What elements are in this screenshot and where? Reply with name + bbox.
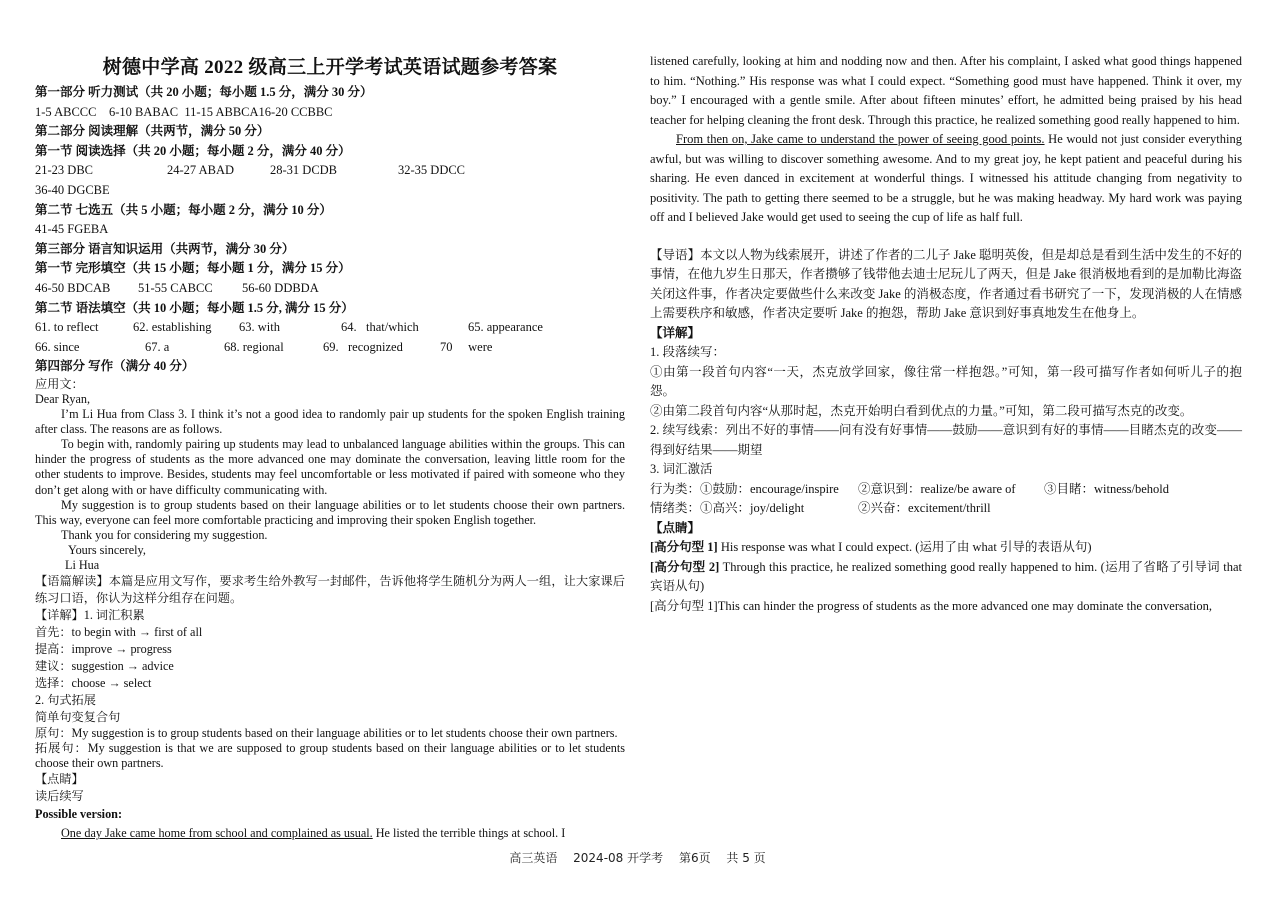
continuation-text	[650, 52, 1242, 228]
detail-label: 【详解】	[650, 325, 701, 340]
part1-heading: 第一部分 听力测试（共 20 小题；每小题 1.5 分，满分 30 分）	[35, 85, 373, 99]
grammar-row-1	[35, 318, 625, 338]
vocab-row	[650, 480, 1242, 500]
vocab-item: 建议：suggestion → advice	[35, 659, 174, 674]
vocab-item: 提高：improve → progress	[35, 642, 172, 657]
part1-answers: 1-5 ABCCC 6-10 BABAC 11-15 ABBCA16-20 CCBBC	[35, 104, 333, 119]
part2-sec1-answers	[35, 161, 625, 181]
story-paragraph	[650, 130, 1242, 228]
writing-label: 应用文：	[35, 376, 84, 391]
step-item: ②由第二段首句内容“从那时起，杰克开始明白看到优点的力量。”可知，第二段可描写杰克的改变。	[650, 403, 1193, 418]
page-title: 树德中学高 2022 级高三上开学考试英语试题参考答案	[102, 57, 558, 78]
grammar-answer: 68. regional	[224, 339, 284, 354]
part4-heading: 第四部分 写作（满分 40 分）	[35, 359, 195, 374]
grammar-answer: 67. a	[145, 339, 170, 354]
letter-signature: Li Hua	[65, 558, 100, 573]
dianjing-label: 【点睛】	[650, 520, 701, 535]
footer-total: 共 5 页	[726, 851, 766, 865]
answer-group: 32-35 DDCC	[398, 163, 466, 178]
clue-line: 2. 续写线索：列出不好的事情——问有没有好事情——鼓励——意识到有好的事情——目睹杰克的改变——得到好结果——期望	[650, 423, 1242, 457]
key-sentence-label: [高分句型 1]	[650, 540, 718, 554]
key-sentence-label: [高分句型 2]	[650, 559, 720, 574]
footer-exam: 2024-08 开学考	[573, 851, 664, 865]
analysis-section	[650, 246, 1242, 617]
key-sentence-text: His response was what I could expect. (运用了由 what 引导的表语从句)	[717, 540, 1092, 554]
step-heading: 1. 段落续写：	[650, 345, 726, 359]
left-column	[35, 0, 625, 843]
dianjing-label: 【点睛】	[35, 772, 84, 787]
writing-section	[35, 377, 625, 844]
part2-sec1-answers-2: 36-40 DGCBE	[35, 182, 110, 197]
detail-heading: 【详解】1. 词汇积累	[35, 608, 145, 623]
underlined-opening: From then on, Jake came to understand the power of seeing good points.	[676, 132, 1045, 146]
grammar-answer: 70 were	[440, 339, 493, 354]
grammar-answer: 64. that/which	[341, 320, 419, 335]
part2-sec2-answers: 41-45 FGEBA	[35, 222, 109, 237]
part3-sec1-heading: 第一节 完形填空（共 15 小题；每小题 1 分，满分 15 分）	[35, 261, 351, 276]
grammar-row-2	[35, 338, 625, 358]
answer-group: 24-27 ABAD	[167, 163, 235, 178]
letter-paragraph: To begin with, randomly pairing up students may lead to unbalanced language abilities within the groups. This can hinder the progress of students as the more advanced one may dominate the conversation, leaving little room for the other students to improve. Besides, students may feel uncomfortable or less motivated if paired with someone who they don’t get along with or have difficulty communicating with.	[35, 437, 625, 497]
part2-sec2-heading: 第二节 七选五（共 5 小题；每小题 2 分，满分 10 分）	[35, 202, 332, 217]
continuation-label: 读后续写	[35, 789, 84, 804]
part3-heading: 第三部分 语言知识运用（共两节，满分 30 分）	[35, 241, 295, 256]
grammar-answer: 65. appearance	[468, 320, 543, 335]
passage-analysis: 【语篇解读】本篇是应用文写作，要求考生给外教写一封邮件，告诉他将学生随机分为两人一组，让大家课后练习口语，你认为这样分组存在问题。	[35, 574, 625, 606]
extended-sentence: 拓展句：My suggestion is that we are supposed to group students based on their language abilities or to let students choose their own partners.	[35, 741, 625, 771]
vocab-row	[650, 499, 1242, 519]
vocab-item: 首先：to begin with → first of all	[35, 625, 203, 640]
page-footer	[0, 849, 1275, 866]
underlined-opening: One day Jake came home from school and complained as usual.	[61, 826, 373, 841]
answer-group: 21-23 DBC	[35, 163, 93, 178]
sentence-heading: 2. 句式拓展	[35, 693, 96, 708]
letter-greeting: Dear Ryan,	[35, 392, 91, 406]
step-heading: 3. 词汇激活	[650, 462, 713, 476]
vocab-item: 情绪类：①高兴：joy/delight	[650, 501, 805, 515]
footer-page: 第6页	[678, 851, 711, 865]
sentence-subheading: 简单句变复合句	[35, 710, 121, 725]
grammar-answer: 61. to reflect	[35, 320, 99, 335]
right-column	[650, 0, 1242, 616]
vocab-item: ②意识到：realize/be aware of	[858, 481, 1016, 496]
letter-closing: Yours sincerely,	[68, 542, 146, 557]
key-sentence-text: Through this practice, he realized something good really happened to him. (运用了省略了引导词 that 宾语从句)	[650, 559, 1242, 593]
story-paragraph: listened carefully, looking at him and nodding now and then. After his complaint, I asked what good things happened to him. “Nothing.” His response was what I could expect. “Something good must have happened. Think it over, my boy.” I encouraged with a gentle smile. After about fifteen minutes’ effort, he admitted being praised by his head teacher for helping cleaning the front desk. Through this practice, he realized something good really happened to him.	[650, 54, 1242, 127]
possible-version-label: Possible version:	[35, 807, 123, 822]
paragraph-rest: He would not just consider everything awful, but was willing to discover something awesome. And to my great joy, he kept patient and peaceful during his sharing. He even danced in excitement at wonderful things. I witnessed his attitude changing from negativity to positivity. The path to getting there seemed to be a struggle, but he was making headway. My hard work was paying off and I believed Jake would get used to seeing the cup of life as half full.	[650, 132, 1242, 224]
part3-sec2-heading: 第二节 语法填空（共 10 小题；每小题 1.5 分, 满分 15 分）	[35, 300, 354, 315]
vocab-item: 选择：choose → select	[35, 676, 152, 691]
grammar-answer: 69. recognized	[323, 339, 403, 354]
original-sentence: 原句：My suggestion is to group students based on their language abilities or to let students choose their own partners.	[35, 726, 618, 741]
answer-group: 56-60 DDBDA	[242, 280, 319, 295]
possible-version-start	[35, 823, 625, 843]
letter-paragraph: My suggestion is to group students based on their language abilities or to let students choose their own partners. This way, everyone can feel more comfortable practicing and improving their spoken English together.	[35, 497, 625, 527]
part2-sec1-heading: 第一节 阅读选择（共 20 小题；每小题 2 分，满分 40 分）	[35, 143, 351, 158]
vocab-item: ③目睹：witness/behold	[1044, 481, 1169, 496]
footer-subject: 高三英语	[509, 851, 558, 865]
vocab-item: ②兴奋：excitement/thrill	[858, 501, 991, 515]
part3-sec1-answers	[35, 279, 625, 299]
opening-rest: He listed the terrible things at school. I	[372, 826, 566, 841]
answer-group: 51-55 CABCC	[138, 280, 213, 295]
letter-paragraph: Thank you for considering my suggestion.	[61, 527, 268, 542]
vocab-item: 行为类：①鼓励：encourage/inspire	[650, 481, 839, 496]
key-sentence: [高分句型 1]This can hinder the progress of students as the more advanced one may dominate the conversation,	[650, 598, 1212, 613]
letter-paragraph: I’m Li Hua from Class 3. I think it’s not a good idea to randomly pair up students for the spoken English training after class. The reasons are as follows.	[35, 407, 625, 437]
answer-group: 28-31 DCDB	[270, 163, 338, 178]
key-sentence	[650, 558, 1242, 597]
key-sentence	[650, 538, 1242, 558]
grammar-answer: 66. since	[35, 339, 80, 354]
guide-paragraph: 【导语】本文以人物为线索展开，讲述了作者的二儿子 Jake 聪明英俊，但是却总是看到生活中发生的不好的事情，在他九岁生日那天，作者攒够了钱带他去迪士尼玩儿了两天，但是 Jake 很消极地看到的是加勒比海盗关闭这件事，作者决定要做些什么来改变 Jake 的消极态度，作者通过看书研究了一下，发现消极的人在情感上需要秩序和敏感，作者决定要听 Jake 的抱怨，帮助 Jake 意识到好事真地发生在他身上。	[650, 247, 1242, 320]
part2-heading: 第二部分 阅读理解（共两节，满分 50 分）	[35, 124, 270, 139]
grammar-answer: 62. establishing	[133, 320, 212, 335]
grammar-answer: 63. with	[239, 320, 280, 335]
answer-group: 46-50 BDCAB	[35, 280, 111, 295]
step-item: ①由第一段首句内容“一天，杰克放学回家，像往常一样抱怨。”可知，第一段可描写作者如何听儿子的抱怨。	[650, 364, 1242, 398]
